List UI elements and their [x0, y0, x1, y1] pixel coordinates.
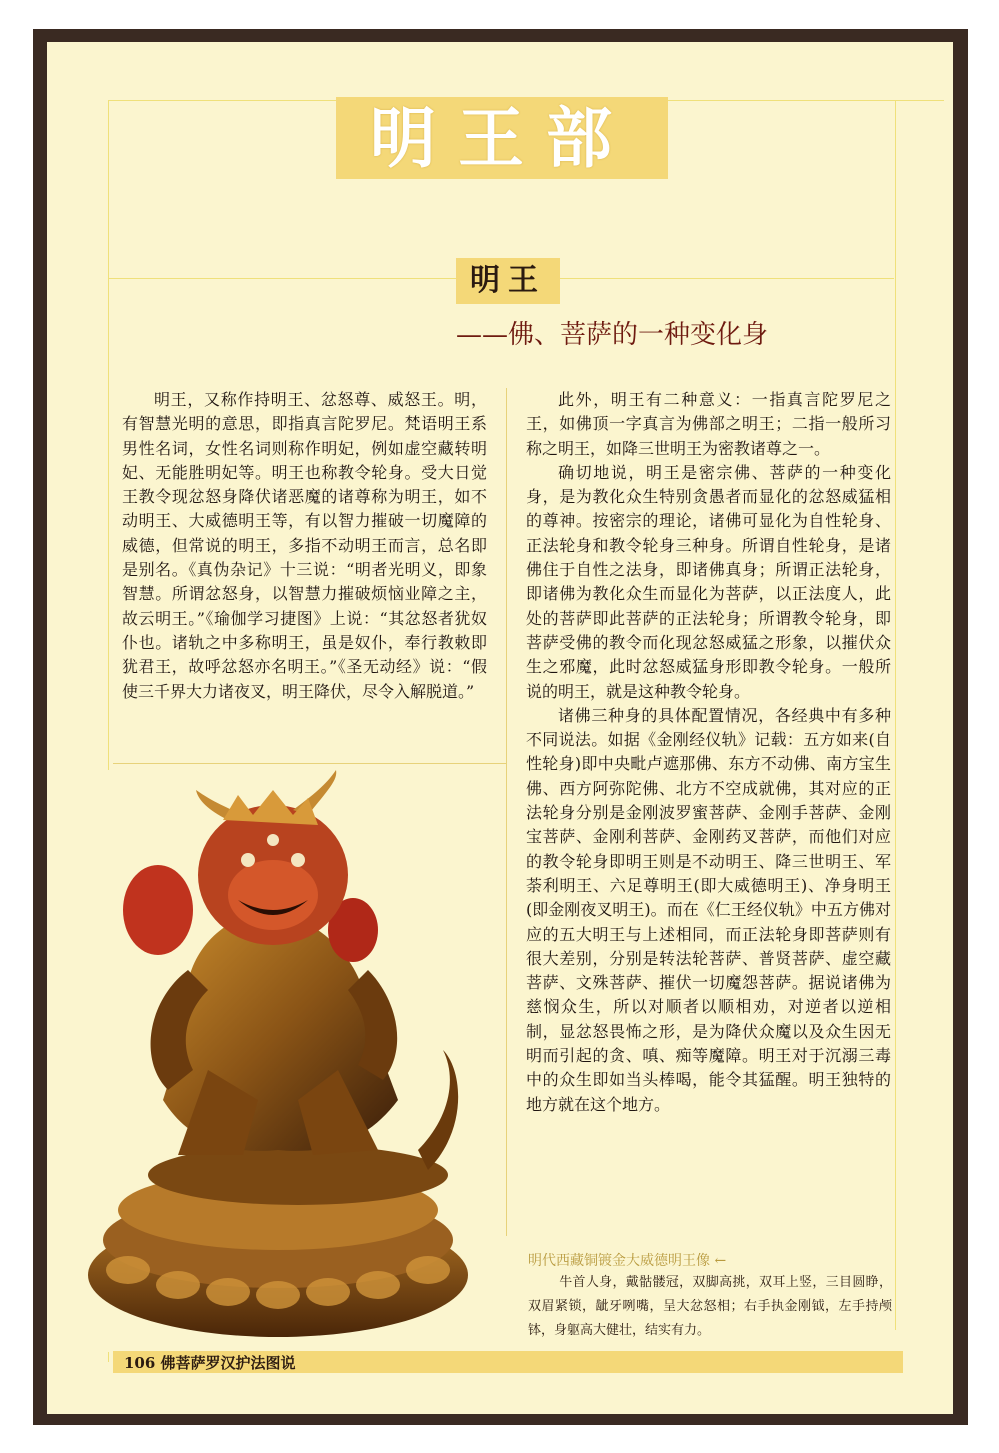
photo-divider	[113, 763, 507, 764]
guide-rule-right	[895, 100, 896, 1330]
image-caption-body	[528, 1271, 892, 1343]
paragraph: 诸佛三种身的具体配置情况，各经典中有多种不同说法。如据《金刚经仪轨》记载：五方如来(自性轮身)即中央毗卢遮那佛、东方不动佛、南方宝生佛、西方阿弥陀佛、北方不空成就佛，其对应的正法轮身分别是金刚波罗蜜菩萨、金刚手菩萨、金刚宝菩萨、金刚利菩萨、金刚药叉菩萨，而他们对应的教令轮身即明王则是不动明王、降三世明王、军荼利明王、六足尊明王(即大威德明王)、净身明王(即金刚夜叉明王)。而在《仁王经仪轨》中五方佛对应的五大明王与上述相同，而正法轮身即菩萨则有很大差别，分别是转法轮菩萨、普贤菩萨、虚空藏菩萨、文殊菩萨、摧伏一切魔怨菩萨。据说诸佛为慈悯众生，所以对顺者以顺相劝，对逆者以逆相制，显忿怒畏怖之形，是为降伏众魔以及众生因无明而引起的贪、嗔、痴等魔障。明王对于沉溺三毒中的众生即如当头棒喝，能令其猛醒。明王独特的地方就在这个地方。	[526, 705, 891, 1114]
page-title: 明王部	[370, 99, 634, 177]
page-footer: 106 佛菩萨罗汉护法图说	[124, 1354, 296, 1372]
right-text-column	[526, 388, 891, 1117]
caption-paragraph: 牛首人身，戴骷髅冠，双脚高挑，双耳上竖，三目圆睁，双眉紧锁，龇牙咧嘴，呈大忿怒相；右手执金刚钺，左手持颅钵，身躯高大健壮，结实有力。	[528, 1275, 892, 1338]
paragraph: 明王，又称作持明王、忿怒尊、威怒王。明，有智慧光明的意思，即指真言陀罗尼。梵语明王系男性名词，女性名词则称作明妃，例如虚空藏转明妃、无能胜明妃等。明王也称教令轮身。受大日觉王教令现忿怒身降伏诸恶魔的诸尊称为明王，如不动明王、大威德明王等，有以智力摧破一切魔障的威德，但常说的明王，多指不动明王而言，总名即是别名。《真伪杂记》十三说：“明者光明义，即象智慧。所谓忿怒身，以智慧力摧破烦恼业障之主，故云明王。”《瑜伽学习捷图》上说：“其忿怒者犹奴仆也。诸轨之中多称明王，虽是奴仆，奉行教敕即犹君王，故呼忿怒亦名明王。”《圣无动经》说：“假使三千界大力诸夜叉，明王降伏，尽令入解脱道。”	[122, 390, 487, 701]
paragraph: 此外，明王有二种意义：一指真言陀罗尼之王，如佛顶一字真言为佛部之明王；二指一般所习称之明王，如降三世明王为密教诸尊之一。	[526, 390, 891, 458]
paragraph: 确切地说，明王是密宗佛、菩萨的一种变化身，是为教化众生特别贪愚者而显化的忿怒威猛相的尊神。按密宗的理论，诸佛可显化为自性轮身、正法轮身和教令轮身三种身。所谓自性轮身，是诸佛住于自性之法身，即诸佛真身；所谓正法轮身，即诸佛为教化众生而显化为菩萨，以正法度人，此处的菩萨即此菩萨的正法轮身；所谓教令轮身，即菩萨受佛的教令而化现忿怒威猛之形象，以摧伏众生之邪魔，此时忿怒威猛身形即教令轮身。一般所说的明王，就是这种教令轮身。	[526, 462, 891, 701]
image-caption-title: 明代西藏铜镀金大威德明王像 ←	[528, 1253, 727, 1269]
yamantaka-statue-image	[68, 770, 488, 1352]
column-divider	[506, 388, 507, 1236]
section-tagline: ——佛、菩萨的一种变化身	[456, 320, 769, 350]
left-text-column	[122, 388, 487, 704]
section-title: 明王	[470, 263, 546, 298]
